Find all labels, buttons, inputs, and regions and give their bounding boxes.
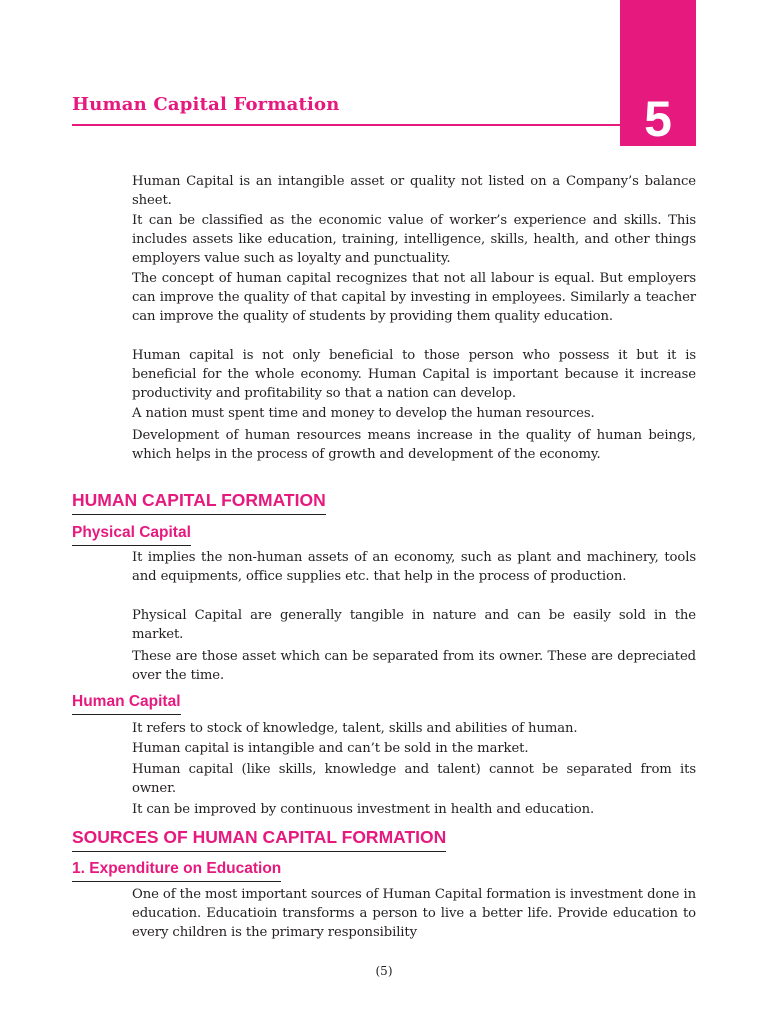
intro-paragraph: A nation must spent time and money to develop the human resources. bbox=[132, 406, 595, 421]
intro-paragraph: It can be classified as the economic value of worker’s experience and skills. This includes assets like education, training, intelligence, skills, health, and other things employers value such as loyalty and punctuality. bbox=[132, 213, 696, 266]
chapter-title: Human Capital Formation bbox=[72, 94, 340, 115]
chapter-number: 5 bbox=[644, 91, 672, 147]
chapter-number-box bbox=[620, 0, 696, 146]
subheading-physical-capital: Physical Capital bbox=[72, 524, 191, 546]
human-capital-paragraph: It can be improved by continuous investment in health and education. bbox=[132, 802, 595, 817]
intro-paragraph: The concept of human capital recognizes that not all labour is equal. But employers can improve the quality of that capital by investing in employees. Similarly a teacher can improve the quality of students by providing them quality education. bbox=[132, 271, 696, 324]
intro-paragraph: Human Capital is an intangible asset or quality not listed on a Company’s balance sheet. bbox=[132, 174, 696, 208]
human-capital-paragraph: Human capital is intangible and can’t be sold in the market. bbox=[132, 741, 529, 756]
intro-paragraph: Human capital is not only beneficial to those person who possess it but it is beneficial for the whole economy. Human Capital is important because it increase productivity and profitability so that a nation can develop. bbox=[132, 348, 696, 401]
subheading-human-capital: Human Capital bbox=[72, 693, 181, 715]
physical-capital-paragraph: It implies the non-human assets of an economy, such as plant and machinery, tools and equipments, office supplies etc. that help in the process of production. bbox=[132, 550, 696, 584]
human-capital-paragraph: It refers to stock of knowledge, talent, skills and abilities of human. bbox=[132, 721, 578, 736]
subheading-expenditure-on-education: 1. Expenditure on Education bbox=[72, 860, 281, 882]
page-number: (5) bbox=[375, 964, 393, 978]
section-heading-human-capital-formation: HUMAN CAPITAL FORMATION bbox=[72, 490, 326, 515]
section-heading-sources: SOURCES OF HUMAN CAPITAL FORMATION bbox=[72, 827, 446, 852]
education-paragraph: One of the most important sources of Human Capital formation is investment done in education. Educatioin transforms a person to live a better life. Provide education to every children is the primary responsibility bbox=[132, 887, 696, 940]
intro-paragraph: Development of human resources means increase in the quality of human beings, which helps in the process of growth and development of the economy. bbox=[132, 428, 696, 462]
physical-capital-paragraph: Physical Capital are generally tangible in nature and can be easily sold in the market. bbox=[132, 608, 696, 642]
physical-capital-paragraph: These are those asset which can be separated from its owner. These are depreciated over the time. bbox=[132, 649, 696, 683]
human-capital-paragraph: Human capital (like skills, knowledge and talent) cannot be separated from its owner. bbox=[132, 762, 696, 796]
title-rule bbox=[72, 124, 620, 126]
